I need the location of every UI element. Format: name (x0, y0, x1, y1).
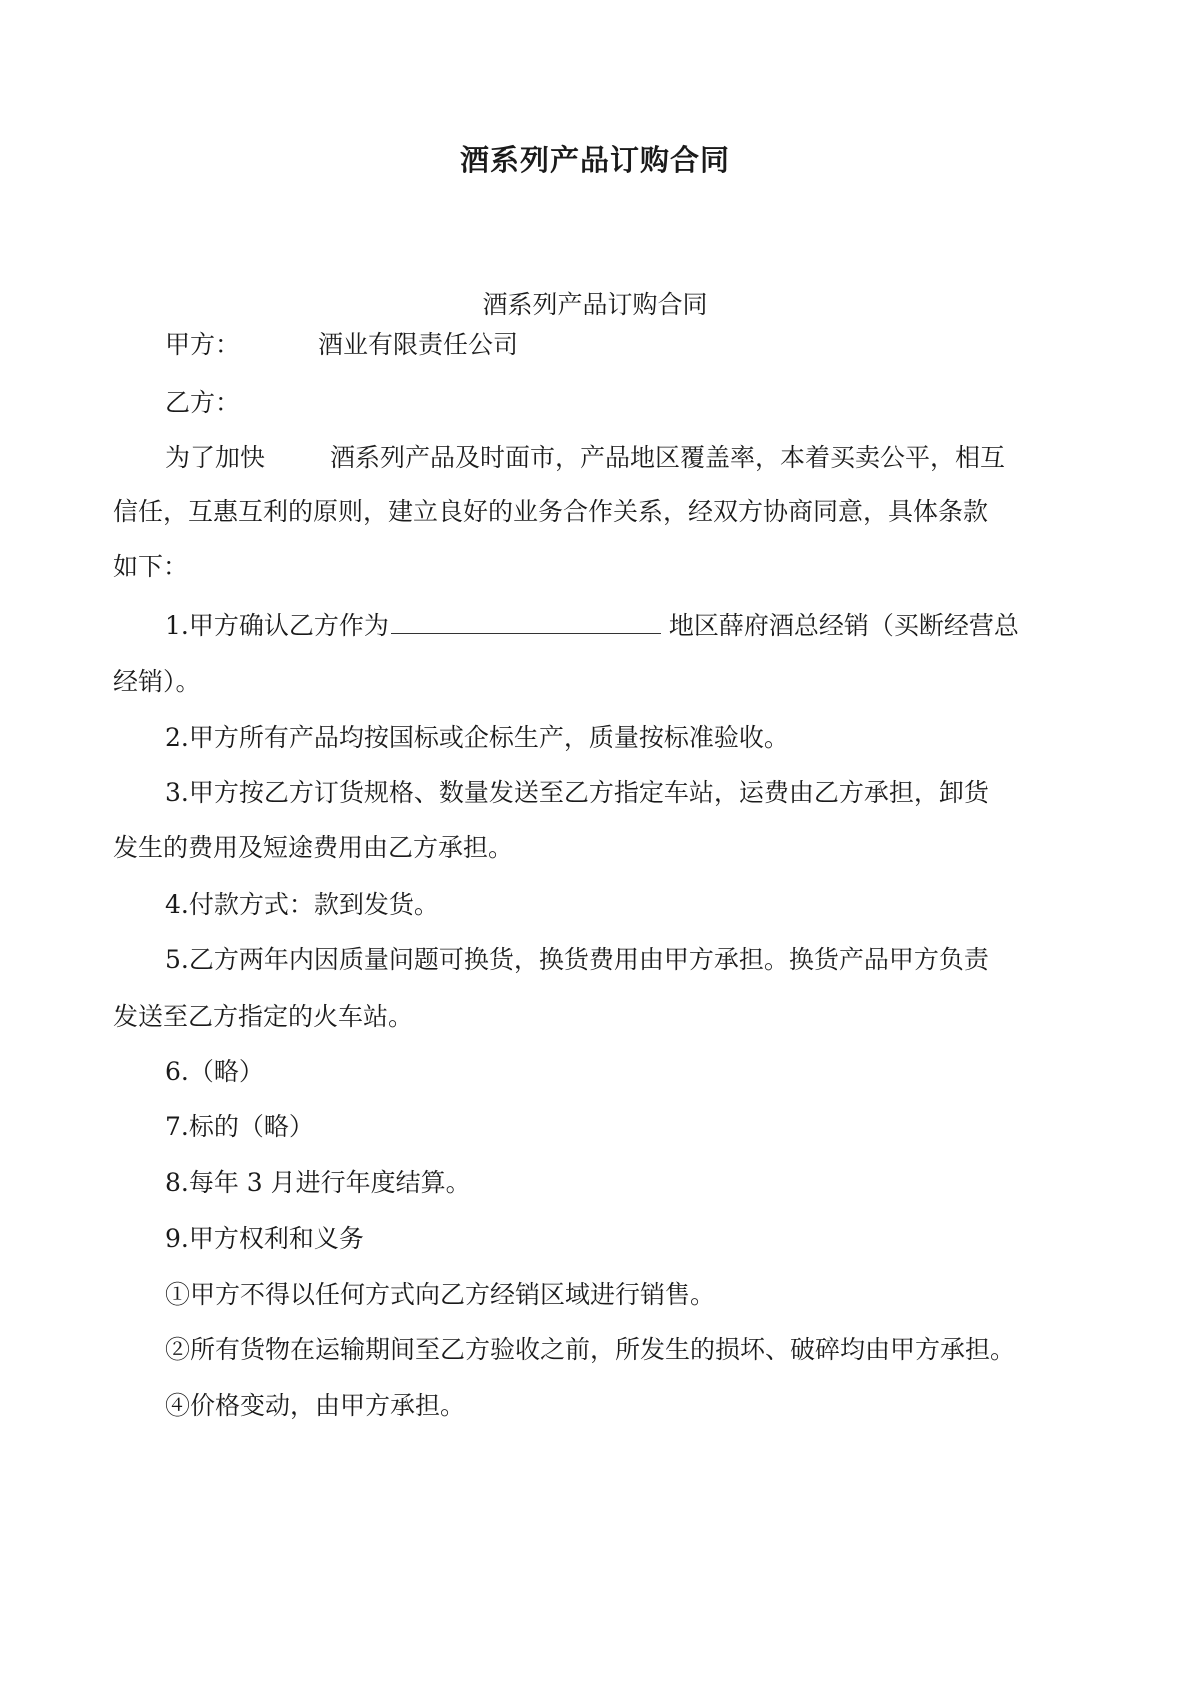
clause-5-line-2: 发送至乙方指定的火车站。 (113, 1002, 414, 1031)
clause-5-line-1: 5.乙方两年内因质量问题可换货，换货费用由甲方承担。换货产品甲方负责 (165, 945, 989, 974)
clause-9-item-2: ②所有货物在运输期间至乙方验收之前，所发生的损坏、破碎均由甲方承担。 (165, 1335, 1016, 1364)
party-a-line (165, 325, 518, 361)
clause-1-line-2: 经销）。 (113, 667, 201, 696)
intro-line-1 (165, 438, 1005, 474)
region-blank-field (391, 611, 661, 634)
party-a-name: 酒业有限责任公司 (318, 330, 519, 359)
intro-text-1b: 酒系列产品及时面市，产品地区覆盖率，本着买卖公平，相互 (330, 443, 1006, 472)
intro-line-2: 信任，互惠互利的原则，建立良好的业务合作关系，经双方协商同意，具体条款 (113, 497, 989, 526)
intro-line-3: 如下： (113, 552, 189, 581)
clause-6: 6.（略） (165, 1057, 264, 1086)
clause-1-text-a: 1.甲方确认乙方作为 (165, 611, 389, 640)
contract-subtitle: 酒系列产品订购合同 (482, 290, 708, 319)
clause-7: 7.标的（略） (165, 1112, 314, 1141)
party-a-label: 甲方： (165, 330, 241, 359)
document-title: 酒系列产品订购合同 (459, 143, 730, 177)
clause-9: 9.甲方权利和义务 (165, 1224, 364, 1253)
clause-9-item-4: ④价格变动，由甲方承担。 (165, 1391, 466, 1420)
intro-text-1a: 为了加快 (165, 443, 266, 472)
clause-2: 2.甲方所有产品均按国标或企标生产，质量按标准验收。 (165, 723, 789, 752)
clause-9-item-1: ①甲方不得以任何方式向乙方经销区域进行销售。 (165, 1280, 716, 1309)
clause-3-line-2: 发生的费用及短途费用由乙方承担。 (113, 833, 514, 862)
party-b-label: 乙方： (165, 388, 241, 417)
clause-1-line-1 (165, 606, 1019, 642)
clause-3-line-1: 3.甲方按乙方订货规格、数量发送至乙方指定车站，运费由乙方承担，卸货 (165, 778, 989, 807)
party-b-line (165, 383, 240, 419)
clause-1-text-b: 地区薛府酒总经销（买断经营总 (668, 611, 1019, 640)
clause-8: 8.每年 3 月进行年度结算。 (165, 1168, 471, 1197)
clause-4: 4.付款方式：款到发货。 (165, 890, 439, 919)
